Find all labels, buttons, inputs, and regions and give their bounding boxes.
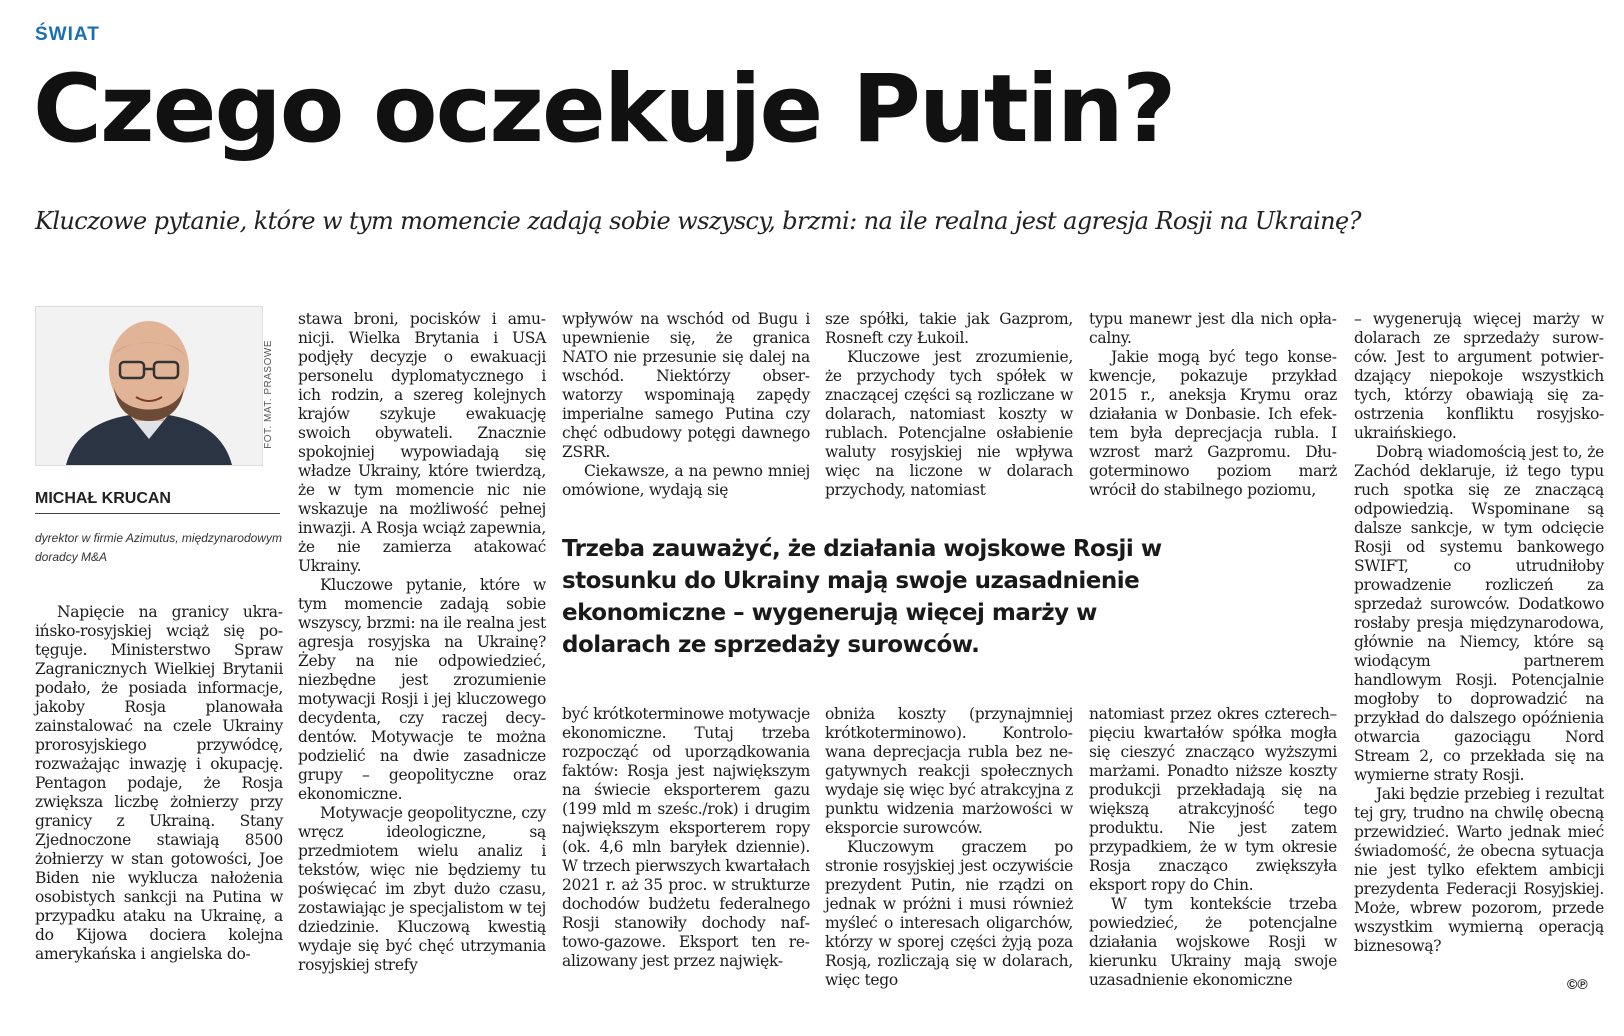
author-photo: [35, 306, 263, 466]
section-tag: ŚWIAT: [35, 24, 100, 45]
paragraph: stawa broni, pocisków i amunicji. Wielka Brytania i USA podjęły decyzje o ewakuacji personelu dyplomatycznego i ich rodzin, a szereg kolejnych krajów szykuje ewakuację swoich obywateli. Znacznie spokojniej wypowiadają się władze Ukrainy, które twierdzą, że w tym momencie nic nie wskazuje na możliwość pełnej inwazji. A Rosja wciąż zapewnia, że nie zamierza atakować Ukrainy.: [298, 310, 546, 575]
column-1: [35, 603, 283, 964]
headline: Czego oczekuje Putin?: [33, 55, 1175, 164]
paragraph: Kluczowe jest zrozumienie, że przychody tych spółek w znaczącej części są rozliczane w dolarach, natomiast koszty w rublach. Potencjalne osłabienie waluty rosyjskiej nie wpływa więc na liczone w dolarach przychody, natomiast: [825, 348, 1073, 499]
column-5-top: [1089, 310, 1337, 500]
paragraph: sze spółki, takie jak Gazprom, Rosneft czy Łukoil.: [825, 310, 1073, 347]
column-6: [1354, 310, 1604, 956]
column-2: [298, 310, 546, 975]
paragraph: Kluczowym graczem po stronie rosyjskiej jest oczywiście prezydent Putin, nie rządzi on jednak w próżni i musi również myśleć o interesach oligarchów, którzy w sporej części żyją poza Rosją, rozliczają się w dolarach, więc tego: [825, 838, 1073, 989]
paragraph: wpływów na wschód od Bugu i upewnienie się, że granica NATO nie przesunie się dalej na wschód. Niektórzy obserwatorzy wspominają zapędy imperialne samego Putina czy chęć odbudowy potęgi dawnego ZSRR.: [562, 310, 810, 461]
paragraph: Ciekawsze, a na pewno mniej omówione, wydają się: [562, 462, 810, 499]
paragraph: Motywacje geopolityczne, czy wręcz ideologiczne, są przedmiotem wielu analiz i tekstów, więc nie będziemy tu poświęcać im zbyt dużo czasu, zostawiając je specjalistom w tej dziedzinie. Kluczową kwestią wydaje się być chęć utrzymania rosyjskiej strefy: [298, 804, 546, 974]
end-mark-icon: ©℗: [1567, 976, 1588, 992]
paragraph: obniża koszty (przynajmniej krótkoterminowo). Kontrolowana deprecjacja rubla bez negatywnych reakcji społecznych wydaje się więc być atrakcyjna z punktu widzenia marżowości w eksporcie surowców.: [825, 705, 1073, 837]
column-3-top: [562, 310, 810, 500]
photo-credit: FOT. MAT. PRASOWE: [263, 340, 274, 449]
column-4-bottom: [825, 705, 1073, 990]
paragraph: Jakie mogą być tego konsekwencje, pokazuje przykład 2015 r., aneksja Krymu oraz działania w Donbasie. Ich efektem była deprecjacja rubla. I wzrost marż Gazpromu. Długoterminowo poziom marż wrócił do stabilnego poziomu,: [1089, 348, 1337, 499]
paragraph: – wygenerują więcej marży w dolarach ze sprzedaży surowców. Jest to argument potwierdzający niepokoje wszystkich tych, którzy obawiają się zaostrzenia konfliktu rosyjsko-ukraińskiego.: [1354, 310, 1604, 442]
pull-quote: Trzeba zauważyć, że działania wojskowe Rosji w stosunku do Ukrainy mają swoje uzasadnienie ekonomiczne – wygenerują więcej marży w dolarach ze sprzedaży surowców.: [562, 536, 1162, 658]
paragraph: Jaki będzie przebieg i rezultat tej gry, trudno na chwilę obecną przewidzieć. Warto jednak mieć świadomość, że obecna sytuacja nie jest tylko efektem ambicji prezydenta Federacji Rosyjskiej. Może, wbrew pozorom, przede wszystkim wymierną operacją biznesową?: [1354, 785, 1604, 955]
column-3-bottom: [562, 705, 810, 971]
paragraph: natomiast przez okres czterech–pięciu kwartałów spółka mogła się cieszyć znacząco wyższymi marżami. Ponadto niższe koszty produkcji przekładają się na większą atrakcyjność tego produktu. Nie jest zatem przypadkiem, że w tym okresie Rosja znacząco zwiększyła eksport ropy do Chin.: [1089, 705, 1337, 894]
lead-paragraph: Kluczowe pytanie, które w tym momencie zadają sobie wszyscy, brzmi: na ile realna jest agresja Rosji na Ukrainę?: [35, 207, 1361, 235]
author-divider: [35, 513, 280, 514]
author-portrait-icon: [36, 307, 262, 465]
paragraph: typu manewr jest dla nich opłacalny.: [1089, 310, 1337, 347]
paragraph: Kluczowe pytanie, które w tym momencie zadają sobie wszyscy, brzmi: na ile realna jest agresja rosyjska na Ukrainę? Żeby na nie odpowiedzieć, niezbędne jest zrozumienie motywacji Rosji i jej kluczowego decydenta, czy raczej decydentów. Motywacje te można podzielić na dwie zasadnicze grupy – geopolityczne oraz ekonomiczne.: [298, 576, 546, 803]
paragraph: W tym kontekście trzeba powiedzieć, że potencjalne działania wojskowe Rosji w kierunku Ukrainy mają swoje uzasadnienie ekonomiczne: [1089, 895, 1337, 989]
author-role: dyrektor w firmie Azimutus, międzynarodowym doradcy M&A: [35, 531, 282, 564]
paragraph: być krótkoterminowe motywacje ekonomiczne. Tutaj trzeba rozpocząć od uporządkowania faktów: Rosja jest największym na świecie eksporterem gazu (199 mld m sześc./rok) i drugim największym eksporterem ropy (ok. 4,6 mln baryłek dziennie). W trzech pierwszych kwartałach 2021 r. aż 35 proc. w strukturze dochodów budżetu federalnego Rosji stanowiły dochody naftowo-gazowe. Eksport ten realizowany jest przez najwięk-: [562, 705, 811, 970]
column-4-top: [825, 310, 1073, 500]
paragraph: Napięcie na granicy ukraińsko-rosyjskiej wciąż się potęguje. Ministerstwo Spraw Zagranicznych Wielkiej Brytanii podało, że posiada informacje, jakoby Rosja planowała zainstalować na czele Ukrainy prorosyjskiego przywódcę, rozważając inwazję i okupację. Pentagon podaje, że Rosja zwiększa liczbę żołnierzy przy granicy z Ukrainą. Stany Zjednoczone stawiają 8500 żołnierzy w stan gotowości, Joe Biden nie wyklucza nałożenia osobistych sankcji na Putina w przypadku ataku na Ukrainę, a do Kijowa dociera kolejna amerykańska i angielska do-: [35, 603, 283, 963]
paragraph: Dobrą wiadomością jest to, że Zachód deklaruje, iż tego typu ruch spotka się ze znaczącą odpowiedzią. Wspominane są dalsze sankcje, w tym odcięcie Rosji od systemu bankowego SWIFT, co utrudniłoby prowadzenie rozliczeń za sprzedaż surowców. Dodatkowo rosłaby presja międzynarodowa, głównie na Niemcy, które są wiodącym partnerem handlowym Rosji. Potencjalnie mogłoby to doprowadzić na przykład do dalszego opóźnienia otwarcia gazociągu Nord Stream 2, co przekłada się na wymierne straty Rosji.: [1354, 443, 1604, 784]
column-5-bottom: [1089, 705, 1337, 990]
author-name: MICHAŁ KRUCAN: [35, 490, 171, 507]
